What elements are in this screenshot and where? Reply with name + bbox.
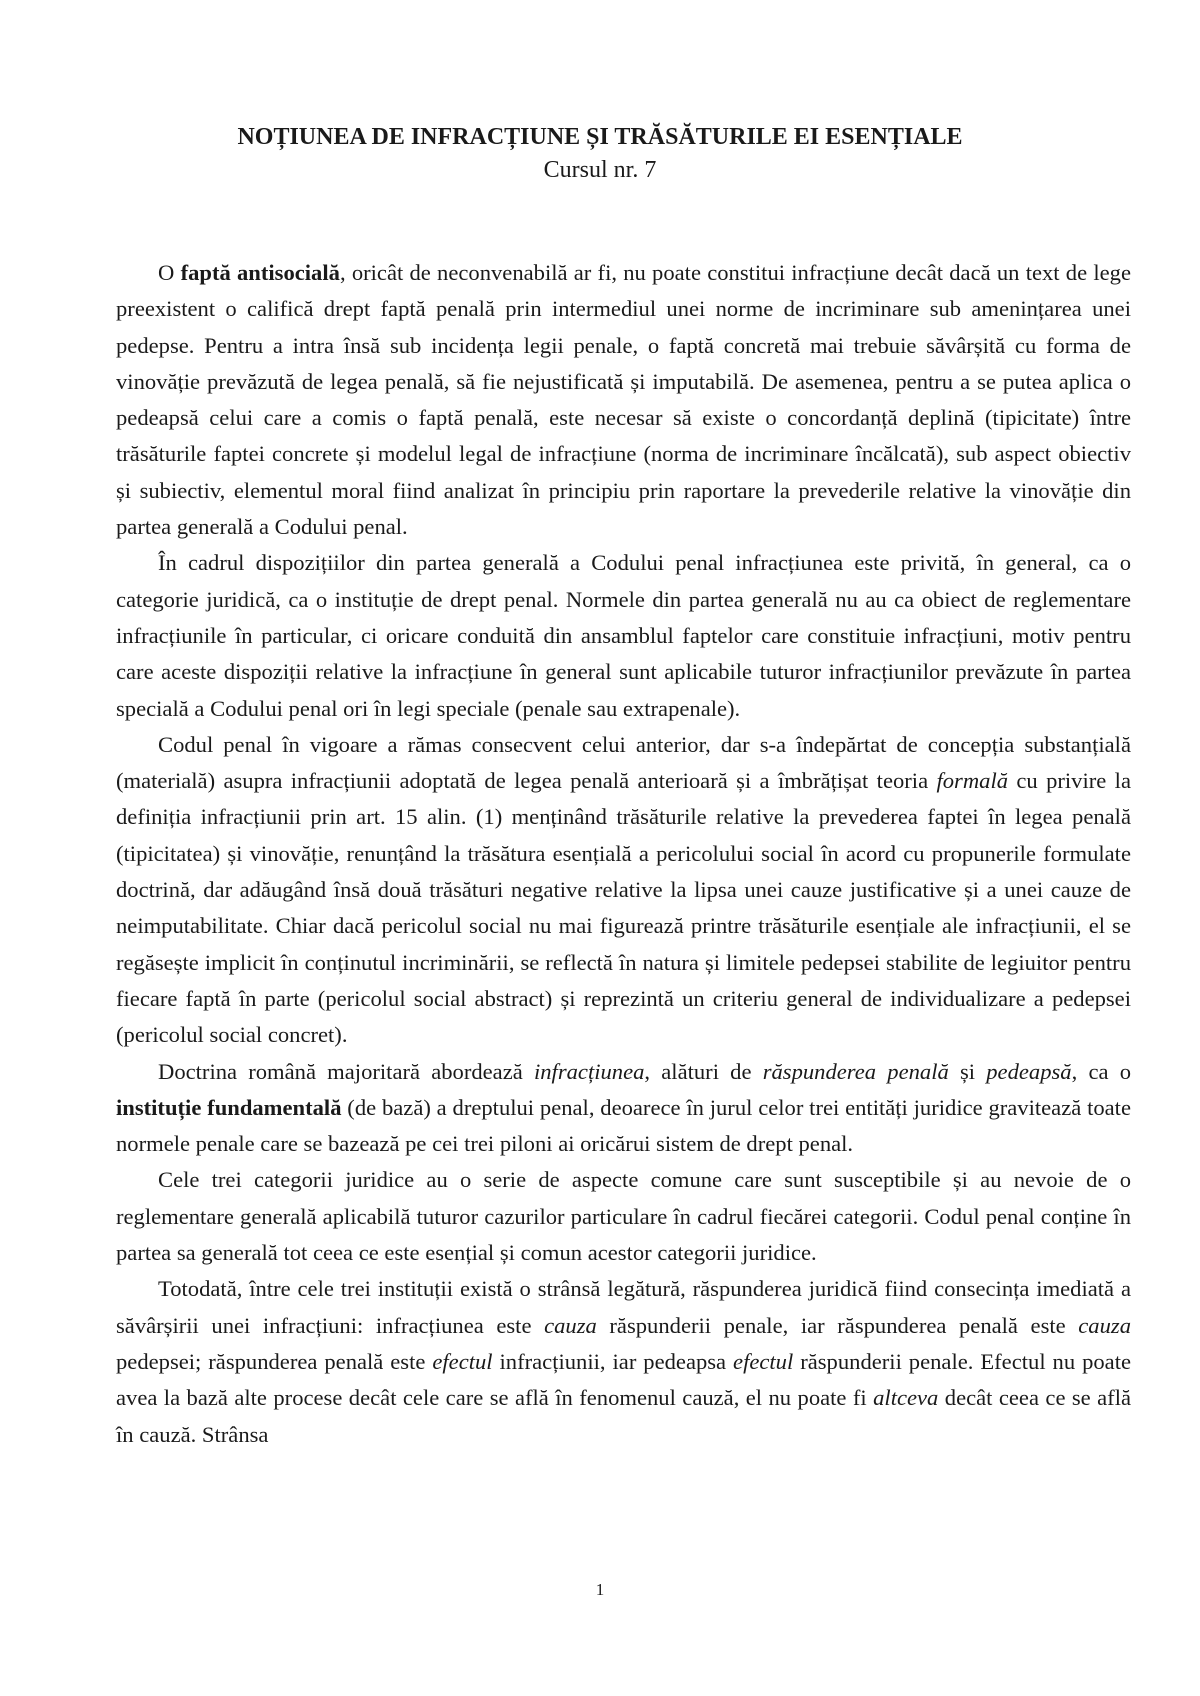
paragraph-text: Cele trei categorii juridice au o serie de aspecte comune care sunt susceptibile și au nevoie de o reglementare generală aplicabilă tuturor cazurilor particulare în cadrul fiecărei categorii. Codul penal conține în partea sa generală tot ceea ce este esențial și comun acestor categorii juridice. [116, 1167, 1131, 1266]
italic-text: altceva [873, 1385, 939, 1411]
paragraph-text: și [948, 1058, 987, 1084]
paragraph-text: (de bază) a dreptului penal, deoarece în jurul celor trei entități juridice gravitează toate normele penale care se bazează pe cei trei piloni ai oricărui sistem de drept penal. [116, 1094, 1131, 1157]
bold-text: faptă antisocială [180, 260, 340, 285]
paragraph-text: cu privire la definiția infracțiunii prin art. 15 alin. (1) menținând trăsăturile relative la prevederea faptei în legea penală (tipicitatea) și vinovăție, renunțând la trăsătura esențială a pericolului social în acord cu propunerile formulate doctrină, dar adăugând însă două trăsături negative relative la lipsa unei cauze justificative și a unei cauze de neimputabilitate. Chiar dacă pericolul social nu mai figurează printre trăsăturile esențiale ale infracțiunii, el se regăsește implicit în conținutul incriminării, se reflectă în natura și limitele pedepsei stabilite de legiuitor pentru fiecare faptă în parte (pericolul social abstract) și reprezintă un criteriu general de individualizare a pedepsei (pericolul social concret). [116, 768, 1131, 1048]
paragraph-text: O [158, 260, 181, 285]
body-paragraph [116, 1054, 1131, 1163]
paragraph-text: Doctrina română majoritară abordează [158, 1058, 534, 1084]
italic-text: formală [936, 768, 1009, 794]
page-number: 1 [595, 1580, 605, 1599]
body-paragraph [116, 255, 1131, 545]
paragraph-text: răspunderii penale, iar răspunderea penală este [596, 1312, 1079, 1338]
paragraph-text: răspunderii penale. Efectul nu poate avea la bază alte procese decât cele care se află în fenomenul cauză, el nu poate fi [116, 1348, 1132, 1411]
paragraph-text: Codul penal în vigoare a rămas consecvent celui anterior, dar s-a îndepărtat de concepția substanțială (materială) asupra infracțiunii adoptată de legea penală anterioară și a îmbrățișat teoria [116, 731, 1131, 794]
document-body [116, 255, 1131, 1453]
italic-text: cauza [544, 1312, 597, 1338]
page-title: NOȚIUNEA DE INFRACȚIUNE ȘI TRĂSĂTURILE EI ESENȚIALE [237, 124, 963, 150]
italic-text: efectul [432, 1348, 493, 1374]
body-paragraph [116, 727, 1131, 1054]
paragraph-text: , ca o [1071, 1058, 1131, 1084]
paragraph-text: , alături de [644, 1058, 763, 1084]
italic-text: pedeapsă [986, 1058, 1072, 1084]
italic-text: infracțiunea [533, 1058, 645, 1084]
paragraph-text: decât ceea ce se află în cauză. Strânsa [116, 1385, 1131, 1447]
italic-text: cauza [1078, 1312, 1131, 1338]
body-paragraph [116, 1162, 1131, 1271]
paragraph-text: pedepsei; răspunderea penală este [116, 1348, 433, 1374]
bold-text: instituție fundamentală [116, 1094, 342, 1120]
paragraph-text: Totodată, între cele trei instituții există o strânsă legătură, răspunderea juridică fiind consecința imediată a săvârșirii unei infracțiuni: infracțiunea este [116, 1276, 1131, 1338]
body-paragraph [116, 545, 1131, 726]
paragraph-text: , oricât de neconvenabilă ar fi, nu poate constitui infracțiune decât dacă un text de lege preexistent o califică drept faptă penală prin intermediul unei norme de incriminare sub amenințarea unei pedepse. Pentru a intra însă sub incidența legii penale, o faptă concretă mai trebuie săvârșită cu forma de vinovăție prevăzută de legea penală, să fie nejustificată și imputabilă. De asemenea, pentru a se putea aplica o pedeapsă celui care a comis o faptă penală, este necesar să existe o concordanță deplină (tipicitate) între trăsăturile faptei concrete și modelul legal de infracțiune (norma de incriminare încălcată), sub aspect obiectiv și subiectiv, elementul moral fiind analizat în principiu prin raportare la prevederile relative la vinovăție din partea generală a Codului penal. [116, 260, 1131, 540]
paragraph-text: infracțiunii, iar pedeapsa [492, 1348, 734, 1374]
course-subtitle: Cursul nr. 7 [543, 157, 657, 183]
paragraph-text: În cadrul dispozițiilor din partea generală a Codului penal infracțiunea este privită, în general, ca o categorie juridică, ca o instituție de drept penal. Normele din partea generală nu au ca obiect de reglementare infracțiunile în particular, ci oricare conduită din ansamblul faptelor care constituie infracțiuni, motiv pentru care aceste dispoziții relative la infracțiune în general sunt aplicabile tuturor infracțiunilor prevăzute în partea specială a Codului penal ori în legi speciale (penale sau extrapenale). [116, 550, 1131, 721]
body-paragraph [116, 1271, 1131, 1452]
italic-text: răspunderea penală [762, 1058, 949, 1084]
italic-text: efectul [733, 1348, 794, 1374]
